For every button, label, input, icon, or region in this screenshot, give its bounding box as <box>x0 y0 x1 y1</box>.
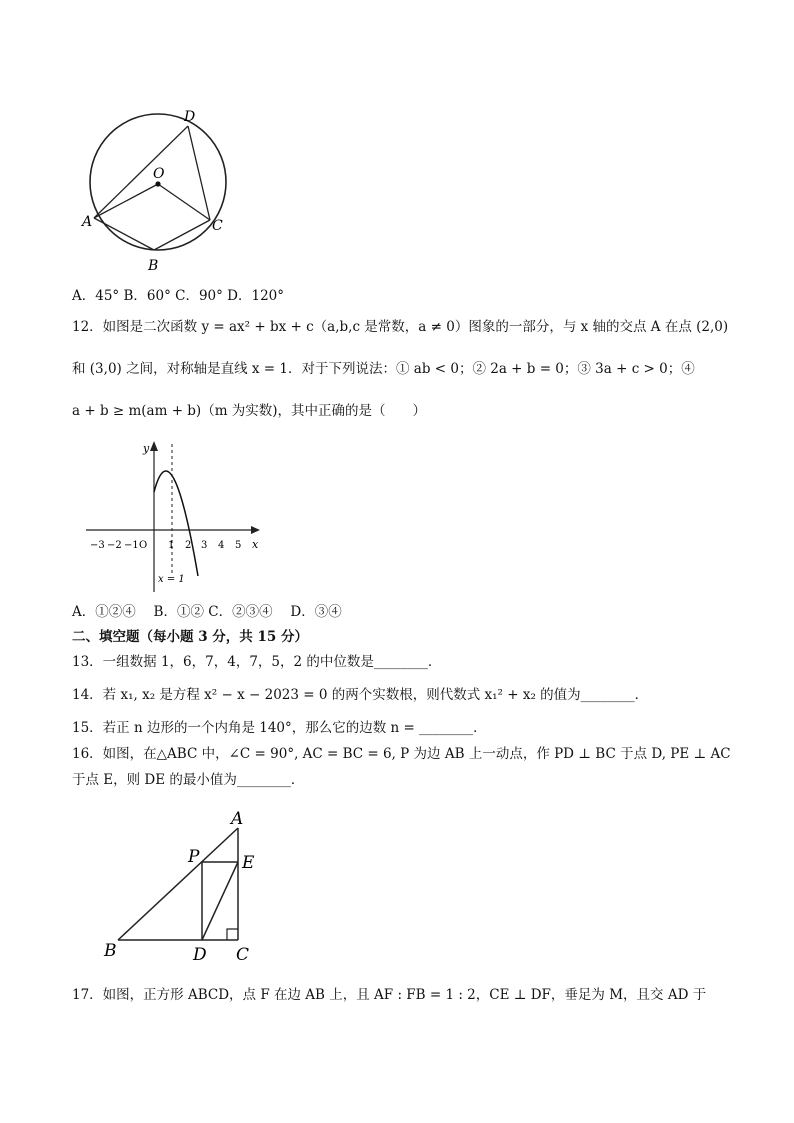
label-A: A <box>82 214 93 230</box>
label-D: D <box>184 109 196 125</box>
q16-line1: 16．如图，在△ABC 中，∠C = 90°, AC = BC = 6, P 为边 AB 上一动点，作 PD ⊥ BC 于点 D, PE ⊥ AC <box>72 746 731 762</box>
tick-label: O <box>139 540 148 551</box>
label-B: B <box>148 258 159 274</box>
q15-text: 15．若正 n 边形的一个内角是 140°，那么它的边数 n = ________． <box>72 720 487 736</box>
q12-line3: a + b ≥ m(am + b)（m 为实数)，其中正确的是（ ） <box>72 403 427 419</box>
q12-options: A．①②④ B．①② C．②③④ D．③④ <box>72 604 342 620</box>
q16-line2: 于点 E，则 DE 的最小值为________． <box>72 772 305 788</box>
tick-label: 1 <box>168 540 175 551</box>
label-O: O <box>153 166 165 182</box>
q12-line2: 和 (3,0) 之间，对称轴是直线 x = 1．对于下列说法：① ab < 0；② 2a + b = 0；③ 3a + c > 0；④ <box>72 361 695 377</box>
segment-AB <box>118 828 238 940</box>
segment-DC <box>188 126 210 220</box>
right-angle-mark <box>227 929 238 940</box>
q14-text: 14．若 x₁, x₂ 是方程 x² − x − 2023 = 0 的两个实数根，则代数式 x₁² + x₂ 的值为________． <box>72 687 649 703</box>
q11-options: A．45° B．60° C．90° D．120° <box>72 288 284 304</box>
parabola-curve <box>154 471 198 576</box>
label-C: C <box>236 945 250 965</box>
q11-circle-figure <box>80 104 250 276</box>
segment-AD <box>94 126 188 218</box>
tick-label: 4 <box>218 540 225 551</box>
label-A: A <box>231 809 244 829</box>
tick-label: 2 <box>185 540 192 551</box>
label-B: B <box>104 941 117 961</box>
segment-DE <box>202 862 238 940</box>
label-P: P <box>188 847 200 867</box>
segment-OA <box>94 184 158 218</box>
q12-line1: 12．如图是二次函数 y = ax² + bx + c（a,b,c 是常数，a ≠ 0）图象的一部分，与 x 轴的交点 A 在点 (2,0) <box>72 319 729 335</box>
x-axis-label: x <box>252 538 259 551</box>
q13-text: 13．一组数据 1，6，7，4，7，5，2 的中位数是________． <box>72 654 442 670</box>
y-axis-label: y <box>143 442 150 455</box>
center-point <box>155 181 160 186</box>
segment-AB <box>94 218 154 250</box>
label-E: E <box>242 853 255 873</box>
x-axis-arrow <box>251 526 260 534</box>
q16-triangle-figure <box>100 800 280 968</box>
q17-text: 17．如图，正方形 ABCD，点 F 在边 AB 上，且 AF : FB = 1 : 2，CE ⊥ DF，垂足为 M，且交 AD 于 <box>72 987 707 1003</box>
section-heading: 二、填空题（每小题 3 分，共 15 分） <box>72 629 308 645</box>
label-D: D <box>193 945 207 965</box>
q12-parabola-graph <box>80 436 270 596</box>
tick-label: 3 <box>201 540 208 551</box>
symmetry-axis-caption: x = 1 <box>158 574 185 585</box>
y-axis-arrow <box>150 441 158 451</box>
label-C: C <box>212 218 223 234</box>
tick-label: −1 <box>124 540 139 551</box>
tick-label: 5 <box>235 540 242 551</box>
tick-label: −3 <box>90 540 105 551</box>
tick-label: −2 <box>107 540 122 551</box>
